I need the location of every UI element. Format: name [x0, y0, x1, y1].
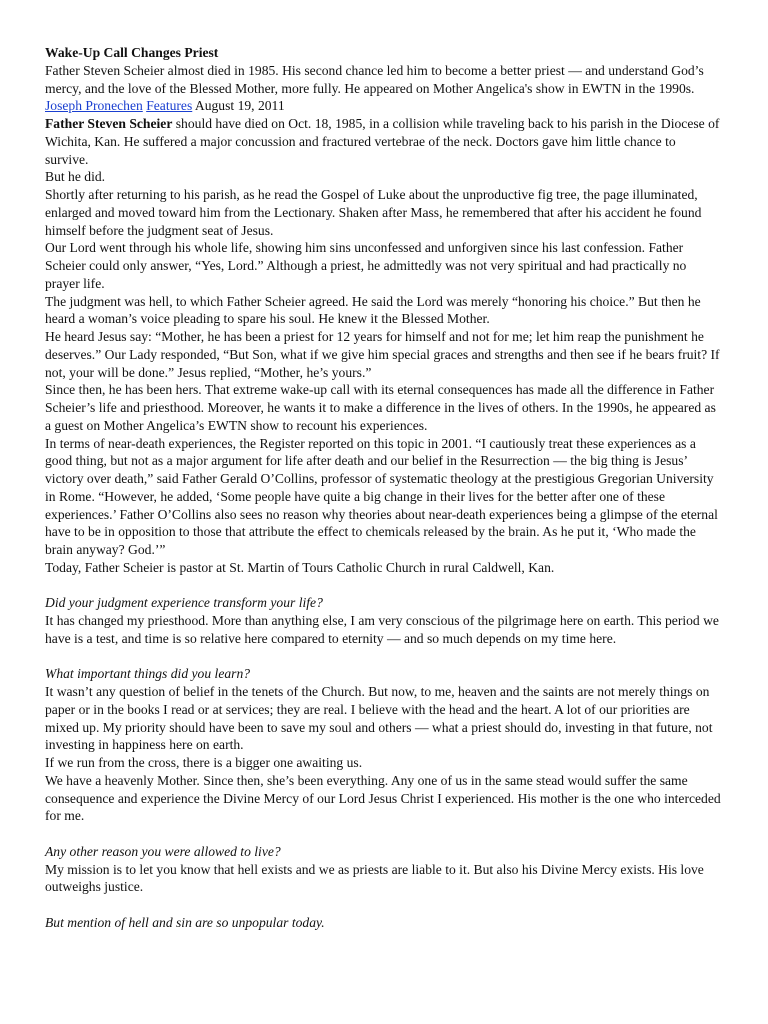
article-title: Wake-Up Call Changes Priest [45, 45, 219, 60]
interview-answer: It has changed my priesthood. More than anything else, I am very conscious of the pilgrimage here on earth. This period we have is a test, and time is so relative here compared to eternity — and so much depends on my time here. [45, 613, 719, 646]
section-link[interactable]: Features [146, 98, 193, 114]
spacer [45, 577, 722, 595]
spacer [45, 896, 722, 914]
interview-question: But mention of hell and sin are so unpopular today. [45, 914, 325, 930]
lead-text: should have died on Oct. 18, 1985, in a collision while traveling back to his parish in the Diocese of Wichita, Kan. He suffered a major concussion and fractured vertebrae of the neck. Doctors gave him little chance to survive. [45, 116, 720, 167]
body-paragraph: Today, Father Scheier is pastor at St. Martin of Tours Catholic Church in rural Caldwell, Kan. [45, 559, 555, 575]
byline [45, 97, 722, 115]
interview-question: Any other reason you were allowed to live? [45, 843, 281, 859]
spacer [45, 648, 722, 666]
lead-name: Father Steven Scheier [45, 116, 173, 131]
interview-answer: We have a heavenly Mother. Since then, she’s been everything. Any one of us in the same stead would suffer the same consequence and experience the Divine Mercy of our Lord Jesus Christ I experienced. His mother is the one who interceded for me. [45, 772, 721, 824]
lead-paragraph [45, 115, 722, 168]
author-link[interactable]: Joseph Pronechen [45, 98, 143, 114]
interview-answer: My mission is to let you know that hell exists and we as priests are liable to it. But also his Divine Mercy exists. His love outweighs justice. [45, 861, 704, 895]
publish-date: August 19, 2011 [192, 98, 285, 114]
article-subtitle: Father Steven Scheier almost died in 1985. His second chance led him to become a better priest — and understand God’s mercy, and the love of the Blessed Mother, more fully. He appeared on Mother Angelica's show in EWTN in the 1990s. [45, 62, 704, 96]
body-paragraph: Our Lord went through his whole life, showing him sins unconfessed and unforgiven since his last confession. Father Scheier could only answer, “Yes, Lord.” Although a priest, he admittedly was not very spiritual and had practically no prayer life. [45, 240, 687, 291]
body-paragraph: Shortly after returning to his parish, as he read the Gospel of Luke about the unproductive fig tree, the page illuminated, enlarged and moved toward him from the Lectionary. Shaken after Mass, he remembered that after his accident he found himself before the judgment seat of Jesus. [45, 187, 702, 238]
body-paragraph: But he did. [45, 169, 106, 185]
interview-question: Did your judgment experience transform your life? [45, 595, 323, 611]
interview-answer: It wasn’t any question of belief in the tenets of the Church. But now, to me, heaven and the saints are not merely things on paper or in the books I read or at services; they are real. I believe with the head and the heart. A lot of our priorities are mixed up. My priority should have been to save my soul and others — what a priest should do, investing in that future, not investing in happiness here on earth. [45, 684, 713, 753]
body-paragraph: The judgment was hell, to which Father Scheier agreed. He said the Lord was merely “honoring his choice.” But then he heard a woman’s voice pleading to spare his soul. He knew it the Blessed Mother. [45, 293, 701, 327]
body-paragraph: Since then, he has been hers. That extreme wake-up call with its eternal consequences has made all the difference in Father Scheier’s life and priesthood. Moreover, he wants it to make a difference in the lives of others. In the 1990s, he appeared as a guest on Mother Angelica’s EWTN show to recount his experiences. [45, 382, 716, 433]
body-paragraph: In terms of near-death experiences, the Register reported on this topic in 2001. “I cautiously treat these experiences as a good thing, but not as a major argument for life after death and our belief in the Resurrection — the big thing is Jesus’ victory over death,” said Father Gerald O’Collins, professor of systematic theology at the prestigious Gregorian University in Rome. “However, he added, ‘Some people have quite a big change in their lives for the better after one of these experiences.’ Father O’Collins also sees no reason why theories about near-death experiences being a glimpse of the eternal have to be in opposition to those that attribute the effect to chemicals released by the brain. As he put it, ‘Who made the brain anyway? God.’” [45, 435, 718, 557]
body-paragraph: He heard Jesus say: “Mother, he has been a priest for 12 years for himself and not for me; let him reap the punishment he deserves.” Our Lady responded, “But Son, what if we give him special graces and strengths and then see if he bears fruit? If not, your will be done.” Jesus replied, “Mother, he’s yours.” [45, 329, 720, 380]
interview-question: What important things did you learn? [45, 666, 251, 682]
interview-answer: If we run from the cross, there is a bigger one awaiting us. [45, 755, 363, 770]
spacer [45, 825, 722, 843]
